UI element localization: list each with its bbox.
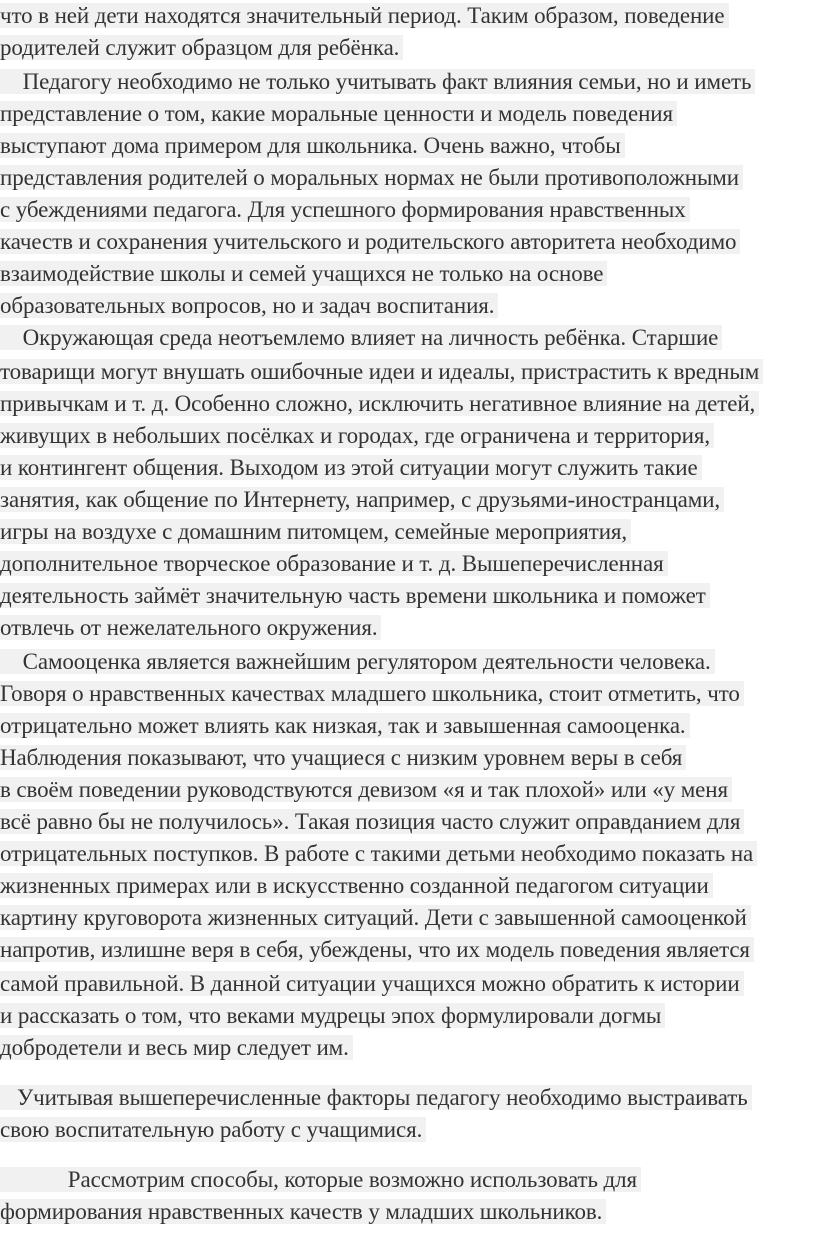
text-line: представление о том, какие моральные ценности и модель поведения <box>0 98 677 130</box>
text-line: выступают дома примером для школьника. Очень важно, чтобы <box>0 130 625 162</box>
text-line: дополнительное творческое образование и т. д. Вышеперечисленная <box>0 548 668 580</box>
text-line: Учитывая вышеперечисленные факторы педагогу необходимо выстраивать <box>0 1082 752 1114</box>
text-line: отвлечь от нежелательного окружения. <box>0 612 381 644</box>
text-line: формирования нравственных качеств у младших школьников. <box>0 1196 606 1228</box>
text-line: Самооценка является важнейшим регулятором деятельности человека. <box>0 646 715 678</box>
text-line: Педагогу необходимо не только учитывать факт влияния семьи, но и иметь <box>0 66 755 98</box>
text-line: с убеждениями педагога. Для успешного формирования нравственных <box>0 194 690 226</box>
text-line: Окружающая среда неотъемлемо влияет на личность ребёнка. Старшие <box>0 322 722 354</box>
text-line: всё равно бы не получилось». Такая позиция часто служит оправданием для <box>0 806 744 838</box>
text-line: занятия, как общение по Интернету, например, с друзьями-иностранцами, <box>0 484 724 516</box>
text-line: жизненных примерах или в искусственно созданной педагогом ситуации <box>0 870 713 902</box>
text-line: отрицательных поступков. В работе с такими детьми необходимо показать на <box>0 838 757 870</box>
text-line: добродетели и весь мир следует им. <box>0 1032 353 1064</box>
text-line: представления родителей о моральных нормах не были противоположными <box>0 162 743 194</box>
text-line: в своём поведении руководствуются девизом «я и так плохой» или «у меня <box>0 774 732 806</box>
text-line: привычкам и т. д. Особенно сложно, исключить негативное влияние на детей, <box>0 388 759 420</box>
text-line: Наблюдения показывают, что учащиеся с низким уровнем веры в себя <box>0 742 686 774</box>
text-line: и контингент общения. Выходом из этой ситуации могут служить такие <box>0 452 702 484</box>
text-line: родителей служит образцом для ребёнка. <box>0 32 403 64</box>
text-line: самой правильной. В данной ситуации учащихся можно обратить к истории <box>0 968 744 1000</box>
text-line: Говоря о нравственных качествах младшего школьника, стоит отметить, что <box>0 678 744 710</box>
text-line: игры на воздухе с домашним питомцем, семейные мероприятия, <box>0 516 631 548</box>
text-line: отрицательно может влиять как низкая, так и завышенная самооценка. <box>0 710 690 742</box>
text-line: что в ней дети находятся значительный период. Таким образом, поведение <box>0 0 729 32</box>
text-line: деятельность займёт значительную часть времени школьника и поможет <box>0 580 710 612</box>
text-line: Рассмотрим способы, которые возможно использовать для <box>0 1164 641 1196</box>
text-line: товарищи могут внушать ошибочные идеи и идеалы, пристрастить к вредным <box>0 356 763 388</box>
text-line: напротив, излишне веря в себя, убеждены, что их модель поведения является <box>0 934 754 966</box>
text-line: качеств и сохранения учительского и родительского авторитета необходимо <box>0 226 740 258</box>
text-line: образовательных вопросов, но и задач воспитания. <box>0 290 498 322</box>
text-line: свою воспитательную работу с учащимися. <box>0 1114 426 1146</box>
text-line: взаимодействие школы и семей учащихся не только на основе <box>0 258 607 290</box>
text-line: живущих в небольших посёлках и городах, где ограничена и территория, <box>0 420 714 452</box>
text-line: картину круговорота жизненных ситуаций. Дети с завышенной самооценкой <box>0 902 751 934</box>
text-line: и рассказать о том, что веками мудрецы эпох формулировали догмы <box>0 1000 665 1032</box>
